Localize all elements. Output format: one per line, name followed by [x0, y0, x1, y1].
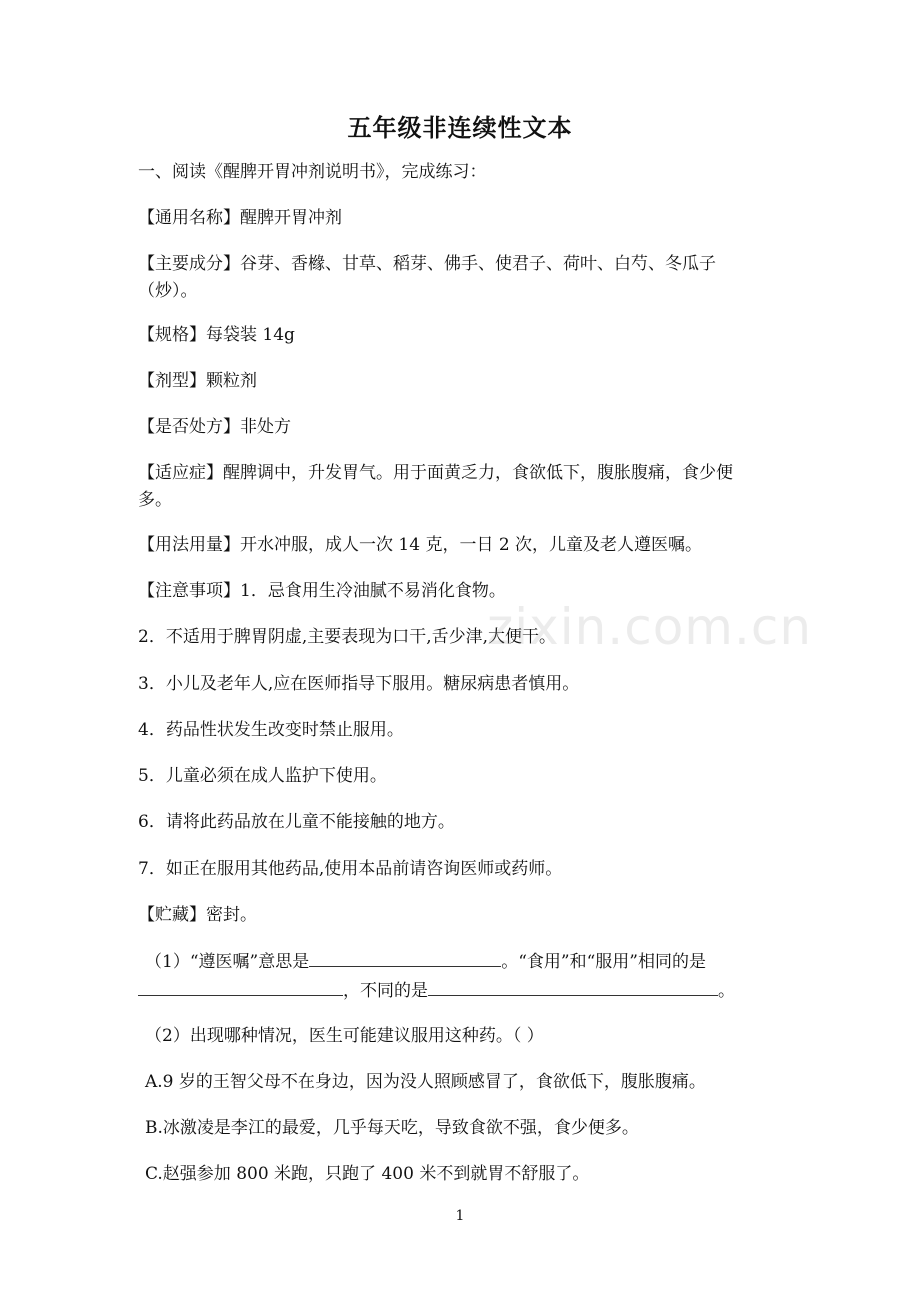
- intro-line: 一、阅读《醒脾开胃冲剂说明书》，完成练习：: [138, 162, 487, 182]
- common-name-line: 【通用名称】醒脾开胃冲剂: [138, 208, 342, 228]
- question-1-end: 。: [718, 981, 735, 1001]
- notes-line-3: 3．小儿及老年人,应在医师指导下服用。糖尿病患者慎用。: [138, 674, 580, 694]
- usage-line: 【用法用量】开水冲服，成人一次 14 克，一日 2 次，儿童及老人遵医嘱。: [138, 535, 703, 555]
- notes-line-5: 5．儿童必须在成人监护下使用。: [138, 766, 387, 786]
- question-1-line: [145, 948, 795, 977]
- answer-blank-different[interactable]: [428, 977, 718, 996]
- option-c[interactable]: C.赵强参加 800 米跑，只跑了 400 米不到就胃不舒服了。: [145, 1164, 590, 1184]
- question-1-prompt: （1）“遵医嘱”意思是: [145, 952, 310, 972]
- prescription-line: 【是否处方】非处方: [138, 417, 291, 437]
- question-1-line-cont: [138, 977, 788, 1006]
- storage-line: 【贮藏】密封。: [138, 905, 257, 925]
- indication-line: 【适应症】醒脾调中，升发胃气。用于面黄乏力，食欲低下，腹胀腹痛，食少便: [138, 463, 733, 483]
- notes-line-7: 7．如正在服用其他药品,使用本品前请咨询医师或药师。: [138, 859, 563, 879]
- watermark: zixin.com.cn: [487, 598, 813, 656]
- notes-line-1: 【注意事项】1．忌食用生冷油腻不易消化食物。: [138, 581, 506, 601]
- option-b[interactable]: B.冰激凌是李江的最爱，几乎每天吃，导致食欲不强，食少便多。: [145, 1118, 639, 1138]
- spec-line: 【规格】每袋装 14g: [138, 325, 295, 345]
- page-number: 1: [455, 1208, 465, 1224]
- answer-blank-same[interactable]: [138, 977, 343, 996]
- ingredients-line: 【主要成分】谷芽、香橼、甘草、稻芽、佛手、使君子、荷叶、白芍、冬瓜子: [138, 254, 716, 274]
- question-2-line: （2）出现哪种情况，医生可能建议服用这种药。（ ）: [145, 1026, 544, 1046]
- question-1-different: ，不同的是: [343, 981, 428, 1001]
- dosage-form-line: 【剂型】颗粒剂: [138, 371, 257, 391]
- notes-line-6: 6．请将此药品放在儿童不能接触的地方。: [138, 812, 455, 832]
- question-1-same: 。“食用”和“服用”相同的是: [501, 952, 706, 972]
- option-a[interactable]: A.9 岁的王智父母不在身边，因为没人照顾感冒了，食欲低下，腹胀腹痛。: [145, 1072, 706, 1092]
- answer-blank-meaning[interactable]: [309, 948, 501, 967]
- notes-line-4: 4．药品性状发生改变时禁止服用。: [138, 720, 404, 740]
- notes-line-2: 2．不适用于脾胃阴虚,主要表现为口干,舌少津,大便干。: [138, 627, 557, 647]
- indication-line-cont: 多。: [138, 490, 172, 510]
- document-title: 五年级非连续性文本: [347, 114, 573, 142]
- ingredients-line-cont: （炒）。: [138, 281, 198, 301]
